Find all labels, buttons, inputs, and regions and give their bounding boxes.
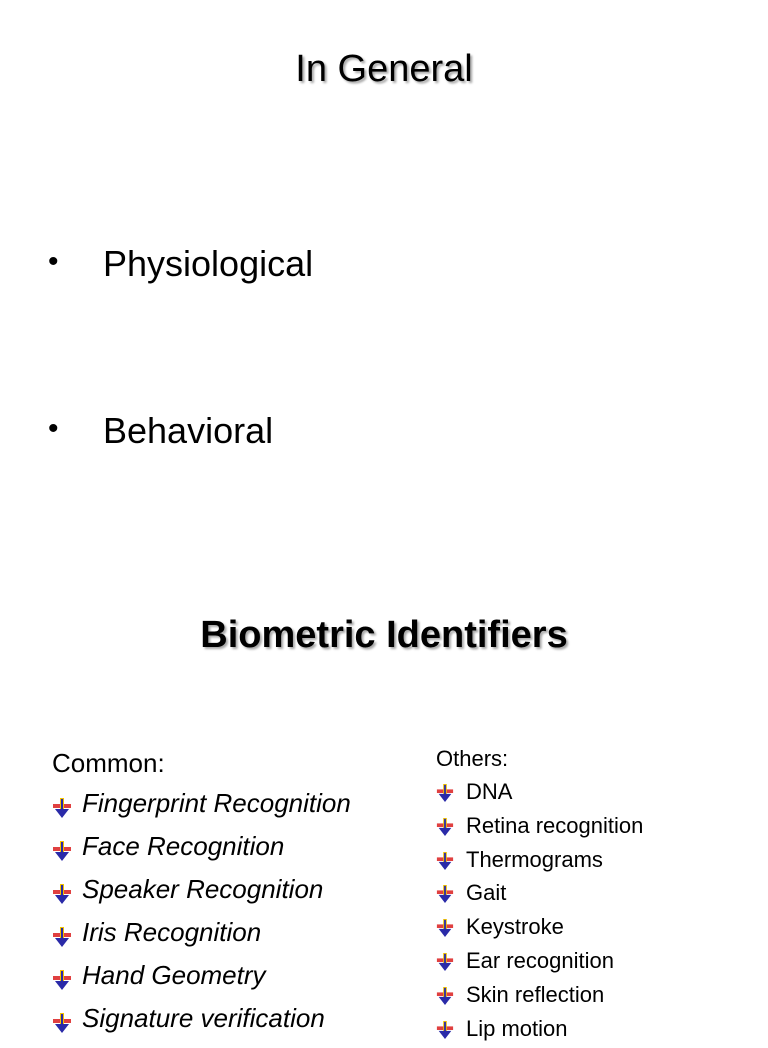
list-item-label: Retina recognition [466, 812, 644, 838]
bullet-label: Physiological [103, 243, 314, 284]
down-arrow-cross-icon [52, 964, 72, 986]
list-item [436, 912, 643, 946]
list-item-label: Ear recognition [466, 947, 614, 973]
list-item [436, 811, 643, 845]
down-arrow-cross-icon [436, 781, 454, 801]
slide-title: In General [295, 48, 473, 90]
others-list [436, 744, 643, 1047]
list-item-label: DNA [466, 779, 513, 804]
list-item-label: Skin reflection [466, 981, 605, 1007]
list-item [52, 914, 351, 957]
bullet-label: Behavioral [103, 410, 274, 451]
down-arrow-cross-icon [436, 916, 454, 936]
list-item-label: Face Recognition [82, 831, 285, 861]
list-heading: Others: [436, 746, 509, 771]
down-arrow-cross-icon [436, 950, 454, 970]
list-item [52, 1000, 351, 1043]
list-item-label: Thermograms [466, 846, 603, 872]
list-item [436, 980, 643, 1014]
down-arrow-cross-icon [436, 984, 454, 1004]
bullet-dot: • [48, 412, 59, 445]
list-item [52, 785, 351, 828]
list-item [436, 845, 643, 879]
down-arrow-cross-icon [52, 792, 72, 814]
list-item [436, 777, 643, 811]
list-item-label: Gait [466, 880, 507, 906]
list-item [436, 878, 643, 912]
down-arrow-cross-icon [436, 1018, 454, 1038]
list-heading: Common: [52, 748, 165, 778]
down-arrow-cross-icon [436, 882, 454, 902]
list-item-label: Signature verification [82, 1003, 325, 1033]
list-item [52, 871, 351, 914]
down-arrow-cross-icon [436, 849, 454, 869]
down-arrow-cross-icon [52, 1007, 72, 1029]
slide-title: Biometric Identifiers [200, 614, 568, 656]
down-arrow-cross-icon [52, 835, 72, 857]
slide-biometric-identifiers [0, 576, 768, 1041]
list-item-label: Fingerprint Recognition [82, 788, 351, 818]
list-item-label: Keystroke [466, 914, 564, 940]
list-item [52, 957, 351, 1000]
down-arrow-cross-icon [52, 878, 72, 900]
list-item [436, 946, 643, 980]
list-item [52, 828, 351, 871]
bullet-dot: • [48, 245, 59, 278]
down-arrow-cross-icon [436, 815, 454, 835]
list-item-label: Lip motion [466, 1015, 568, 1041]
list-item [436, 1014, 643, 1048]
list-item-label: Hand Geometry [82, 960, 266, 990]
common-list [52, 746, 351, 1043]
down-arrow-cross-icon [52, 921, 72, 943]
list-item-label: Iris Recognition [82, 917, 262, 947]
list-item-label: Speaker Recognition [82, 874, 324, 904]
